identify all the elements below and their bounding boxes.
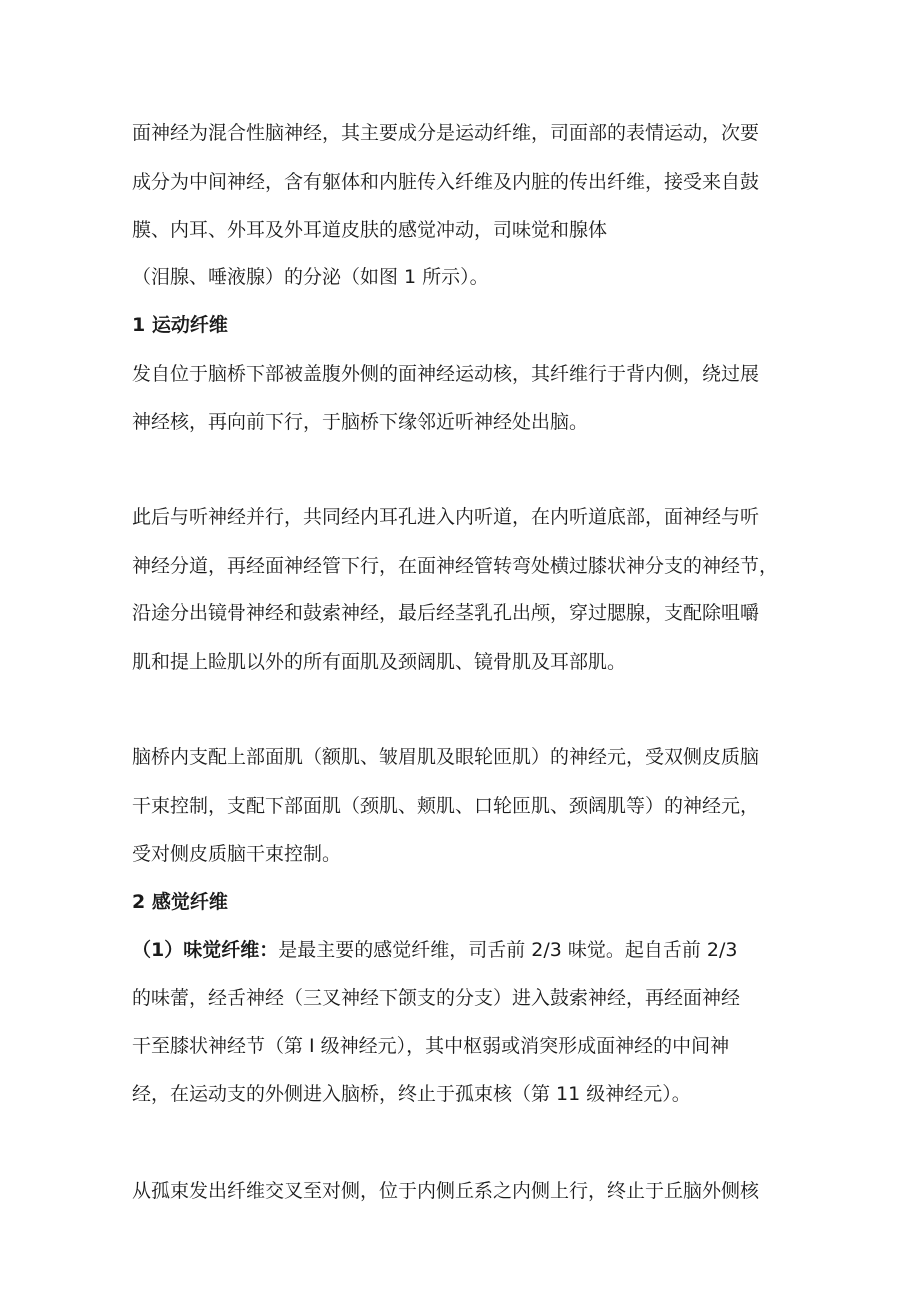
paragraph-5-line-3: 干至膝状神经节（第 I 级神经元），其中枢弱或消突形成面神经的中间神 bbox=[132, 1035, 730, 1057]
section-heading-sensory-fibers: 2 感觉纤维 bbox=[132, 891, 228, 913]
paragraph-2-line-1: 发自位于脑桥下部被盖腹外侧的面神经运动核，其纤维行于背内侧，绕过展 bbox=[132, 363, 760, 385]
section-heading-motor-fibers: 1 运动纤维 bbox=[132, 314, 228, 336]
paragraph-4-line-3: 受对侧皮质脑干束控制。 bbox=[132, 843, 342, 865]
paragraph-1-line-4: （泪腺、唾液腺）的分泌（如图 1 所示）。 bbox=[132, 266, 489, 288]
paragraph-3-line-3: 沿途分出镜骨神经和鼓索神经，最后经茎乳孔出颅，穿过腮腺，支配除咀嚼 bbox=[132, 602, 760, 624]
paragraph-5-line-2: 的味蕾，经舌神经（三叉神经下颌支的分支）进入鼓索神经，再经面神经 bbox=[132, 987, 741, 1009]
paragraph-5-line-1 bbox=[132, 938, 738, 962]
paragraph-4-line-2: 干束控制，支配下部面肌（颈肌、颊肌、口轮匝肌、颈阔肌等）的神经元， bbox=[132, 795, 760, 817]
paragraph-2-line-2: 神经核，再向前下行，于脑桥下缘邻近听神经处出脑。 bbox=[132, 411, 589, 433]
taste-fiber-text: 是最主要的感觉纤维，司舌前 2/3 味觉。起自舌前 2/3 bbox=[278, 939, 738, 961]
paragraph-3-line-2: 神经分道，再经面神经管下行，在面神经管转弯处横过膝状神分支的神经节， bbox=[132, 555, 779, 577]
paragraph-3-line-4: 肌和提上睑肌以外的所有面肌及颈阔肌、镜骨肌及耳部肌。 bbox=[132, 651, 627, 673]
paragraph-1-line-2: 成分为中间神经，含有躯体和内脏传入纤维及内脏的传出纤维，接受来自鼓 bbox=[132, 171, 760, 193]
paragraph-1-line-3: 膜、内耳、外耳及外耳道皮肤的感觉冲动，司味觉和腺体 bbox=[132, 219, 608, 241]
paragraph-3-line-1: 此后与听神经并行，共同经内耳孔进入内听道，在内听道底部，面神经与听 bbox=[132, 506, 760, 528]
taste-fiber-label: （1）味觉纤维： bbox=[132, 939, 279, 961]
paragraph-6-line-1: 从孤束发出纤维交叉至对侧，位于内侧丘系之内侧上行，终止于丘脑外侧核 bbox=[132, 1180, 760, 1202]
paragraph-1-line-1: 面神经为混合性脑神经，其主要成分是运动纤维，司面部的表情运动，次要 bbox=[132, 122, 760, 144]
paragraph-4-line-1: 脑桥内支配上部面肌（额肌、皱眉肌及眼轮匝肌）的神经元，受双侧皮质脑 bbox=[132, 746, 760, 768]
paragraph-5-line-4: 经，在运动支的外侧进入脑桥，终止于孤束核（第 11 级神经元）。 bbox=[132, 1083, 691, 1105]
